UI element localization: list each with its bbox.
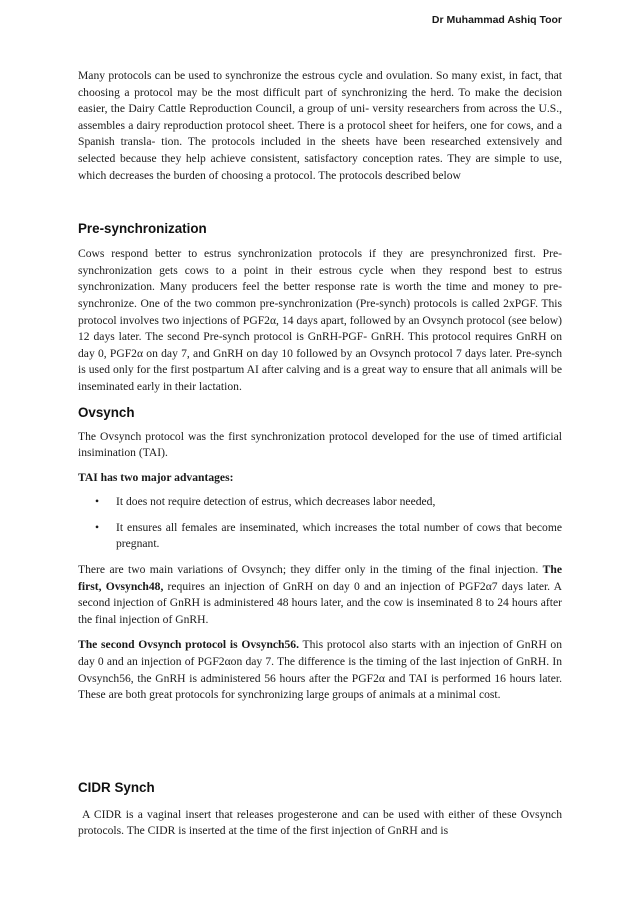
- list-item: [78, 520, 562, 553]
- ovsynch-heading: Ovsynch: [78, 404, 135, 420]
- ovsynch-variations-paragraph: [78, 562, 562, 628]
- cidr-paragraph: A CIDR is a vaginal insert that releases progesterone and can be used with either of these Ovsynch protocols. The CIDR is inserted at the time of the first injection of GnRH and is: [78, 807, 562, 838]
- variations-lead-text: There are two main variations of Ovsynch; they differ only in the timing of the final injection.: [78, 563, 543, 577]
- ovsynch48-label: The first, Ovsynch48,: [78, 563, 562, 593]
- tai-advantages-list: [78, 494, 562, 553]
- running-header-author: Dr Muhammad Ashiq Toor: [431, 14, 562, 26]
- bullet-icon: •: [95, 495, 100, 509]
- list-item-text: It ensures all females are inseminated, which increases the total number of cows that become pregnant.: [116, 520, 562, 551]
- cidr-heading: CIDR Synch: [78, 779, 155, 795]
- ovsynch56-label: The second Ovsynch protocol is Ovsynch56.: [78, 638, 299, 652]
- tai-advantages-heading: TAI has two major advantages:: [78, 470, 234, 484]
- ovsynch56-paragraph: [78, 637, 562, 703]
- list-item: [78, 494, 562, 511]
- ovsynch56-text: This protocol also starts with an injection of GnRH on day 0 and an injection of PGF2αon day 7. The difference is the timing of the last injection of GnRH. In Ovsynch56, the GnRH is administered 56 hours after the PGF2α and TAI is performed 16 hours later. These are both great protocols for synchronizing large groups of animals at a minimal cost.: [78, 638, 563, 702]
- presynch-heading: Pre-synchronization: [78, 221, 207, 237]
- ovsynch-paragraph: The Ovsynch protocol was the first synchronization protocol developed for the use of timed artificial insimination (TAI).: [78, 429, 562, 460]
- ovsynch48-text: requires an injection of GnRH on day 0 and an injection of PGF2α7 days later. A second injection of GnRH is administered 48 hours later, and the cow is inseminated 8 to 24 hours after the final injection of GnRH.: [78, 579, 563, 626]
- page-content: [78, 68, 562, 840]
- list-item-text: It does not require detection of estrus, which decreases labor needed,: [116, 495, 436, 509]
- bullet-icon: •: [95, 520, 100, 534]
- intro-paragraph: Many protocols can be used to synchronize the estrous cycle and ovulation. So many exist, in fact, that choosing a protocol may be the most difficult part of synchronizing the herd. To make the decision easier, the Dairy Cattle Reproduction Council, a group of uni- versity researchers from across the U.S., assembles a dairy reproduction protocol sheet. There is a protocol sheet for heifers, one for cows, and a Spanish transla- tion. The protocols included in the sheets have been researched extensively and selected because they help achieve consistent, satisfactory conception rates. They are simple to use, which decreases the burden of choosing a protocol. The protocols described below: [78, 69, 562, 182]
- presynch-paragraph: Cows respond better to estrus synchronization protocols if they are presynchronized first. Pre-synchronization gets cows to a point in their estrous cycle when they respond best to estrus synchronization. Many producers feel the better response rate is worth the time and money to pre-synchronize. One of the two common pre-synchronization (Pre-synch) protocols is called 2xPGF. This protocol involves two injections of PGF2α, 14 days apart, followed by an Ovsynch protocol (see below) 12 days later. The second Pre-synch protocol is GnRH-PGF- GnRH. This protocol requires GnRH on day 0, PGF2α on day 7, and GnRH on day 10 followed by an Ovsynch protocol 7 days later. Pre-synch is used only for the first postpartum AI after calving and is a great way to ensure that all animals will be inseminated early in their lactation.: [78, 247, 562, 393]
